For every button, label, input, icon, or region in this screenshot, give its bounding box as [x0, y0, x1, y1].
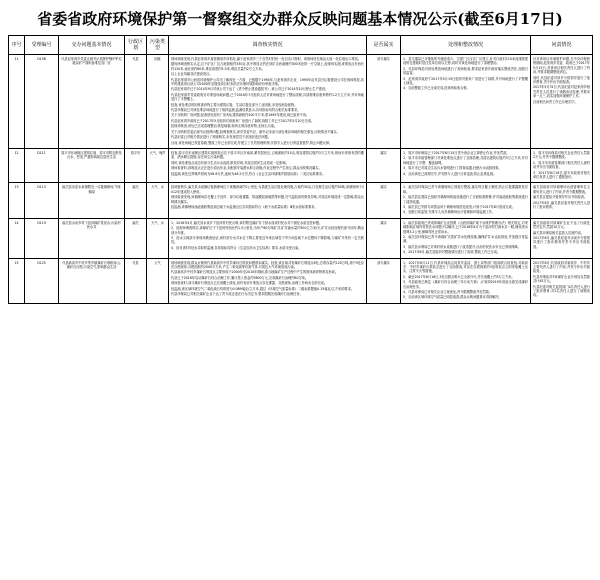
- cell-detail-paragraph: 关于反映的厂房问题,经查该处原有厂房3间,建筑面积约200平方米,系1995年建设,现已废弃不用。: [171, 113, 310, 118]
- cell-type: 大气、噪声: [147, 148, 169, 182]
- cell-result-paragraph: 偏关县政府对该煤矿企业下达了行政处罚决定书,罚款10万元。: [533, 220, 590, 230]
- cell-handle-paragraph: 4、目前该处已清理完毕,并安排专人进行日常巡查,防止乱堆乱倒。: [403, 171, 497, 176]
- cell-num: 15: [9, 258, 25, 303]
- cell-handle-paragraph: 3、代县政府已制定《煤矸石综合治理三年行动方案》,计划到2019年底前全面完成煤矸石治理任务。: [403, 280, 528, 289]
- cell-num: 14: [9, 218, 25, 258]
- cell-detail: [169, 148, 367, 182]
- cell-handle: [401, 258, 531, 303]
- cell-detail-paragraph: 经查,原平市东南街区建筑垃圾堆放点位于原平市区东南部,紧邻居民区,占地面积约15亩,堆存建筑垃圾约3万立方米,现场未采取有效的覆盖、洒水降尘措施,存在扬尘污染问题。: [171, 150, 364, 160]
- cell-result-paragraph: 2017年6月,偏关县纪委对水泉乡分管领导进行了批评教育并责令作出书面检查。: [533, 236, 590, 249]
- cell-result-paragraph: 代县纪委对相关监管部门4名责任人进行了批评教育,对2名责任人进行了诫勉谈话。: [533, 284, 590, 298]
- column-header-handle: 处理和整改情况: [401, 36, 531, 55]
- cell-responsible: 属实: [367, 148, 401, 182]
- cell-detail-paragraph: 2、经现场调查核实,该煤矿位于下窑河村西北约1.5公里处,为年产60万吨矿井,矿井涌水量约300立方米/天,矿井水经处理后部分回用,剩余部分外排。: [171, 226, 364, 235]
- cell-detail: [169, 55, 367, 149]
- cell-result-paragraph: 2017年5月31日,代县纪委对赵家湾乡相关责任人员进行了诫勉谈话处理,并要求举一反三,切实加强环境保护工作。: [533, 85, 590, 99]
- cell-detail-paragraph: 经调查核实,偏关县水泉镇垃圾填埋场位于该镇西南约2公里处,为县级生活垃圾处理设施,占地约30亩,日处理生活垃圾约50吨,该填埋场于2012年建成投入使用。: [171, 185, 364, 194]
- cell-handle-paragraph: 3、偏关县已安排专项资金用于填埋场规范化改造,计划于2017年8月底前完成。: [403, 204, 515, 209]
- cell-result-paragraph: 目前相关问责工作已办理完毕。: [533, 99, 578, 104]
- table-row: [9, 148, 593, 182]
- cell-result-paragraph: 偏关县环保局相关监管人员被约谈。: [533, 230, 584, 235]
- table-row: [9, 258, 593, 303]
- column-header-complaint: 交办问题基本情况: [59, 36, 125, 55]
- cell-handle-paragraph: 1、偏关县政府已责成该煤矿企业按照《山西省煤矿地下水保护管理办法》相关规定,对采煤影响区域内村民饮水问题予以解决,已于2016年8月为下窑河村打深水井一眼,铺设供水管网3.2公里,保障村民正常用水。: [403, 220, 528, 234]
- cell-handle-paragraph: 4、目前整改工作已全部完成,经现场验收合格。: [403, 86, 470, 91]
- cell-result-paragraph: 3、2017年6月16日,原平市政府对相关单位负责人进行了通报批评。: [533, 170, 590, 179]
- cell-detail-paragraph: 关于反映的党委正副书记指挥问题,经调查核实,该乡党委书记、副书记未参与该处堆存场地的相关事宜,反映情况不属实。: [171, 129, 340, 134]
- cell-complaint: 代县赵家湾乡党委正副书记指挥铲锅炉铲垃圾烧矿产面积备堆及其厂房: [59, 55, 125, 149]
- cell-detail-paragraph: 以上企业均属非法建设项目。: [171, 72, 213, 77]
- cell-code: D108: [25, 55, 59, 149]
- table-row: [9, 183, 593, 218]
- complaints-table: [8, 35, 593, 304]
- cell-complaint: 代县新高乡中村乡等乡镇煤矸石堆积如山,煤矸石自燃,污染空气,影响群众生活: [59, 258, 125, 303]
- cell-handle: [401, 218, 531, 258]
- cell-complaint: 偏关县乐窑水泉镇附近一垃圾填埋场,气味难闻: [59, 183, 125, 218]
- cell-handle-paragraph: 4、2017年6月,偏关县组织对整改情况进行了验收,整改工作已完成。: [403, 250, 501, 255]
- cell-detail-paragraph: 经监测,该处边界噪声昼间为58.6分贝,夜间为46.2分贝,符合《社会生活环境噪声排放标准》二类区标准要求。: [171, 171, 326, 176]
- cell-handle-paragraph: 3、赵家湾乡政府于2017年5月19日组织对废弃厂房进行了拆除,并对场地进行了平整覆土绿化。: [403, 76, 528, 86]
- cell-num: 12: [9, 148, 25, 182]
- cell-handle-paragraph: 1、偏关县环保局已责令该填埋场立即进行整改,落实每日覆土制度,防止垃圾裸露散发异味。: [403, 185, 528, 194]
- column-header-detail: 调查核实情况: [169, 36, 367, 55]
- cell-detail-paragraph: 现场检查时,部分煤矸石堆放点已完成覆土绿化,但仍有部分堆放点存在裸露、自燃现象,治理工作尚未全部完成。: [171, 281, 328, 286]
- cell-result: [531, 55, 593, 149]
- column-header-code: 受理编号: [25, 36, 59, 55]
- cell-type: 固废: [147, 55, 169, 149]
- cell-detail-paragraph: 现场检查时,该堆放点正在进行清运作业,未配套安装洒水抑尘设施,作业过程中产生扬尘,群众反映情况属实。: [171, 166, 322, 171]
- cell-detail-paragraph: 经监测,该填埋场渗滤液收集池周边地下水监测点位各项指标符合《地下水质量标准》Ⅲ类水质标准要求。: [171, 204, 318, 209]
- cell-code: D111: [25, 148, 59, 182]
- cell-num: 13: [9, 183, 25, 218]
- cell-handle-paragraph: 1、原平市环保局已于2017年6月15日责令该企业立即停止作业,并处罚款。: [403, 150, 510, 155]
- cell-detail-paragraph: 据现场调查核实认定,位于矿区厂区占地面积约330亩,其中堆放点约在该矿点西南侧约300米处的一片空地上,经现场实测,该堆放点东西长约120米,南北宽约60米,堆存高度约3-5米,堆存总量约2万立方米。: [171, 62, 364, 71]
- column-header-region: 行政区划: [125, 36, 147, 55]
- cell-detail-paragraph: 现场调查发现,代县赵家湾乡聂营镇该乡所指处,属于赵家湾乡三个自然村村民一处自出口堆积、该现场所在地由太原一处垃圾出口堆放。: [171, 57, 362, 61]
- cell-detail-paragraph: 代县纪委已对相关情况进行了调查核实,未发现党员干部违纪违法问题。: [171, 135, 271, 140]
- cell-handle-paragraph: 1、2017年6月11日,代县环保局会同县安监局、国土局等部门组成联合检查组,对新高乡、中村乡煤矸石堆放点进行了全面排查,对存在自燃现象的3处堆放点立即采取覆土压实、注浆灭火等措施。: [403, 260, 528, 274]
- cell-region: 原平市: [125, 148, 147, 182]
- cell-detail-paragraph: 代县新高乡中村乡煤矸石堆放点主要形成于2000年至2010年期间,系当地煤矿生产过程中产生的固体废弃物堆存形成。: [171, 270, 339, 275]
- cell-detail-paragraph: 代县赵家湾乡党委政府针对堆放场地问题,已于2016年7月组织人员对该场地进行了整治清理,共清理堆存废弃物约1.2万立方米,并对场地进行了平整覆土。: [171, 92, 364, 102]
- cell-code: D119: [25, 218, 59, 258]
- cell-detail-paragraph: 代县赵家湾乡已于2014年9月对该公司下达了《责令停止建设通知书》,该公司已于2014年10月停止生产建设。: [171, 87, 329, 92]
- cell-handle: [401, 148, 531, 182]
- cell-handle-paragraph: 2、原平市市政管理部门对该处堆放点进行了全面清理,共清运建筑垃圾约3万立方米,并对场地进行了平整、覆盖绿网。: [403, 156, 528, 165]
- cell-detail: [169, 258, 367, 303]
- table-body: [9, 55, 593, 304]
- cell-type: 大气、水: [147, 218, 169, 258]
- cell-detail-paragraph: 现场检查发现,该填埋场存在覆土不及时、部分垃圾裸露、防渗膜局部破损等问题,在气温较高时散发异味,对周边环境造成一定影响,群众反映情况属实。: [171, 195, 364, 204]
- column-header-type: 污染类型: [147, 36, 169, 55]
- cell-handle-paragraph: 2、偏关县住建局已组织对填埋场防渗设施进行了全面检查维修,并对渗滤液收集系统进行了清淤疏通。: [403, 195, 528, 204]
- cell-result-paragraph: 同时,代县纪委对该乡分管领导进行了批评教育,责令作出书面检查。: [533, 75, 590, 85]
- cell-handle-paragraph: 3、偏关县水利局已对该村供水设施进行了改造提升,目前村民饮水安全已得到保障。: [403, 244, 521, 249]
- cell-region: 代县: [125, 55, 147, 149]
- cell-detail-paragraph: 代县已于2016年启动煤矸石综合治理工作,累计投入资金约3800万元,完成煤矸石治理约60万吨。: [171, 275, 309, 280]
- page-title: 省委省政府环境保护第一督察组交办群众反映问题基本情况公示(截至6月17日): [37, 10, 563, 28]
- cell-result-paragraph: 2、原平市市政管理部门相关责任人被约谈并作出书面检查。: [533, 160, 590, 170]
- cell-handle: [401, 183, 531, 218]
- table-row: [9, 55, 593, 149]
- cell-result-paragraph: 1、原平市环保局对相关企业责任人罚款2万元,并责令限期整改。: [533, 150, 590, 160]
- cell-detail-paragraph: 目前,该处场地已恢复原貌,整改工作已全部完成,并建立了长效管理机制,安排专人进行日常巡查管护,防止问题反弹。: [171, 140, 333, 145]
- cell-detail-paragraph: 经现场核查,该处已完成清理整治,恢复地貌,现场无堆存废弃物,无扬尘污染。: [171, 124, 278, 129]
- cell-detail-paragraph: 4、经对该村5处水井取样监测,各项指标均符合《生活饮用水卫生标准》要求,水质未受污染。: [171, 245, 302, 250]
- cell-result-paragraph: 偏关县政府对该填埋场运营管理单位主要负责人进行了约谈,并责令限期整改。: [533, 185, 590, 194]
- cell-handle-paragraph: 2、偏关县环保局已责令该煤矿完善矿井水处理设施,确保矿井水达标排放,并加强日常监测。: [403, 235, 528, 244]
- cell-detail: [169, 218, 367, 258]
- cell-result: [531, 258, 593, 303]
- cell-handle-paragraph: 5、目前该区域环境空气质量已明显改善,群众反映问题基本得到解决。: [403, 295, 502, 300]
- cell-handle-paragraph: 4、代县环保局已对相关企业立案查处,责令限期整改并处罚款。: [403, 290, 493, 295]
- cell-handle-paragraph: 2、截至2017年6月16日,3处自燃点明火已全部扑灭,并完成覆土约5万立方米。: [403, 274, 515, 279]
- cell-responsible: 部分属实: [367, 55, 401, 149]
- cell-result: [531, 183, 593, 218]
- cell-result-paragraph: 代县环保局对3家煤矿企业分别处以罚款共计45万元。: [533, 274, 590, 284]
- cell-result-paragraph: 2017年6月,偏关县纪委对相关责任人进行了批评教育。: [533, 200, 590, 209]
- cell-detail-paragraph: 代县赵家湾乡山西省环境保护公司出了解现在一方面、已根据于1994年,与赵家湾乡企业、1995年由代县白垃圾建设公司在现场堆放,其中的建设项目该公司2000年至建设项目时未依法办理环境影响评价审批手续。: [171, 77, 364, 87]
- cell-detail-paragraph: 代县环保局已对该处堆存场地进行了取样监测,监测结果显示,各项指标均符合相关标准要求。: [171, 108, 301, 113]
- cell-code: D113: [25, 183, 59, 218]
- cell-detail: [169, 183, 367, 218]
- cell-type: 大气、水: [147, 183, 169, 218]
- cell-detail-paragraph: 经监测,该区域环境空气二氧化硫日均浓度为0.089毫克/立方米,超过《环境空气质量标准》二级标准限值0.15毫克/立方米的要求。: [171, 286, 354, 291]
- cell-handle-paragraph: 4、加强日常监管,安排专人负责填埋场运行管理和环境监测工作。: [403, 210, 496, 215]
- cell-complaint: 原平市东南街区建筑垃圾、原平市附近散发污水、恶臭,严重影响周边居民生活: [59, 148, 125, 182]
- column-header-result: 问责情况: [531, 36, 593, 55]
- cell-detail-paragraph: 1、2016年4月,偏关县水泉乡下窑河村村民反映,该村附近煤矿井下排水造成村民水井干涸及水质变差问题。: [171, 220, 323, 225]
- cell-region: 偏关: [125, 218, 147, 258]
- cell-handle: [401, 55, 531, 149]
- column-header-responsible: 是否属实: [367, 36, 401, 55]
- cell-detail-paragraph: 同时,该处堆放点周边有部分生活污水直排,散发异味,对周边居民生活造成一定影响。: [171, 160, 289, 165]
- cell-type: 大气: [147, 258, 169, 303]
- cell-responsible: 属实: [367, 218, 401, 258]
- cell-detail-paragraph: 3、经水文地质专家现场勘查论证,该村部分水井水位下降主要受近年来区域性干旱少雨及地下水位整体下降影响,与煤矿开采有一定关联性。: [171, 236, 364, 245]
- cell-region: 代县: [125, 258, 147, 303]
- cell-result-paragraph: 2017年6月,代县政府对新高乡、中村乡主要负责人进行了约谈,并责令作出书面检查。: [533, 260, 590, 274]
- cell-result-paragraph: 针对该项目环境保护问题,在中央环保督察期间,赵家湾乡党委、政府已于2017年5月15日,对该项目相关责任人进行了约谈,并要求限期整改到位。: [533, 57, 590, 75]
- cell-detail-paragraph: 代县赵家湾乡政府已于2017年5月组织对该废弃厂房进行了拆除,拆除工作已于2017年5月20日完成。: [171, 118, 315, 123]
- cell-complaint: 偏关县水泉乡村下窑河煤矿星星水,污染村民水井: [59, 218, 125, 258]
- cell-detail-paragraph: 现场调查发现,群众反映的代县新高乡中村乡煤矸石堆放问题基本属实。经查,该区域共有煤矸石堆放点6处,总堆存量约120万吨,其中3处存在自燃现象,自燃面积约2000平方米,产生二氧化硫等有害气体,对周边大气环境造成污染。: [171, 260, 364, 270]
- cell-code: D125: [25, 258, 59, 303]
- table-header-row: [9, 36, 593, 55]
- cell-detail-paragraph: 代县环保局已对相关煤矿企业下达了责令改正违法行为决定书,要求限期完成煤矸石治理任务。: [171, 292, 303, 297]
- column-header-num: 序号: [9, 36, 25, 55]
- cell-num: 11: [9, 55, 25, 149]
- table-row: [9, 218, 593, 258]
- cell-detail-paragraph: 经查,该处堆存的固体废弃物主要为建筑垃圾、生活垃圾及部分工业固废,未发现危险废物。: [171, 102, 298, 107]
- cell-handle-paragraph: 1、县交通局已对继续的升级改造六、空建厂区压实厂区建立,针对行政村110米前排除建设的在建临时居住性单位给以关停,同时对该处场地进行了清理整治。: [403, 57, 528, 66]
- cell-responsible: 属实: [367, 183, 401, 218]
- cell-handle-paragraph: 3、原平市已对周边生活污水管网进行了排查疏通,杜绝污水直排现象。: [403, 166, 502, 171]
- cell-handle-paragraph: 2、代县环保局对该处堆放场地进行了现场检查,要求赵家湾乡政府落实整改责任,加强日常监管。: [403, 66, 528, 76]
- cell-responsible: 部分属实: [367, 258, 401, 303]
- cell-result: [531, 218, 593, 258]
- cell-result: [531, 148, 593, 182]
- cell-result-paragraph: 偏关县住建局分管领导作出书面检查。: [533, 195, 588, 200]
- cell-region: 偏关: [125, 183, 147, 218]
